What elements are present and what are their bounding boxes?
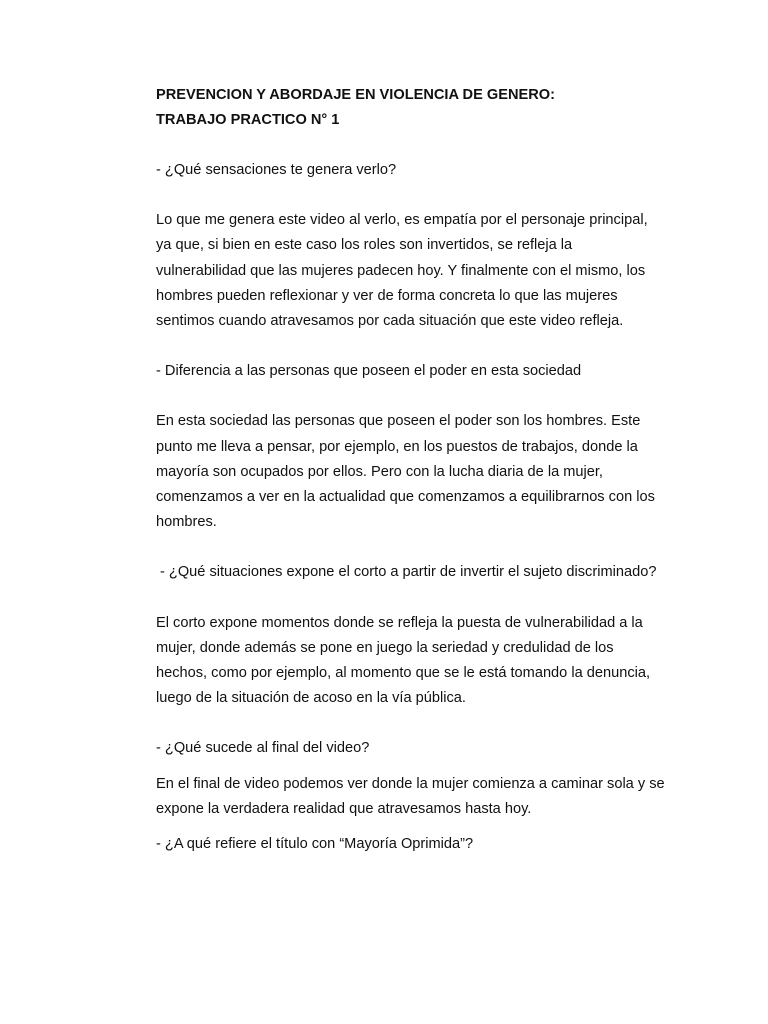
question-3: - ¿Qué situaciones expone el corto a partir de invertir el sujeto discriminado? [160, 564, 657, 581]
answer-4: En el final de video podemos ver donde la mujer comienza a caminar sola y se expone la verdadera realidad que atravesamos hasta hoy. [156, 775, 665, 817]
document-subtitle: TRABAJO PRACTICO N° 1 [156, 112, 340, 128]
answer-2: En esta sociedad las personas que poseen el poder son los hombres. Este punto me lleva a pensar, por ejemplo, en los puestos de trabajos, donde la mayoría son ocupados por ellos. Pero con la lucha diaria de la mujer, comenzamos a ver en la actualidad que comenzamos a equilibrarnos con los hombres. [156, 413, 655, 531]
answer-3: El corto expone momentos donde se refleja la puesta de vulnerabilidad a la mujer, donde además se pone en juego la seriedad y credulidad de los hechos, como por ejemplo, al momento que se le está tomando la denuncia, luego de la situación de acoso en la vía pública. [156, 614, 651, 707]
question-2: - Diferencia a las personas que poseen el poder en esta sociedad [156, 363, 582, 380]
document-body [156, 83, 666, 857]
document-title: PREVENCION Y ABORDAJE EN VIOLENCIA DE GENERO: [156, 87, 555, 103]
question-4: - ¿Qué sucede al final del video? [156, 740, 370, 757]
question-1: - ¿Qué sensaciones te genera verlo? [156, 162, 397, 178]
answer-1: Lo que me genera este video al verlo, es empatía por el personaje principal, ya que, si bien en este caso los roles son invertidos, se refleja la vulnerabilidad que las mujeres padecen hoy. Y finalmente con el mismo, los hombres pueden reflexionar y ver de forma concreta lo que las mujeres sentimos cuando atravesamos por cada situación que este video refleja. [156, 212, 648, 330]
question-5: - ¿A qué refiere el título con “Mayoría Oprimida”? [156, 836, 474, 853]
